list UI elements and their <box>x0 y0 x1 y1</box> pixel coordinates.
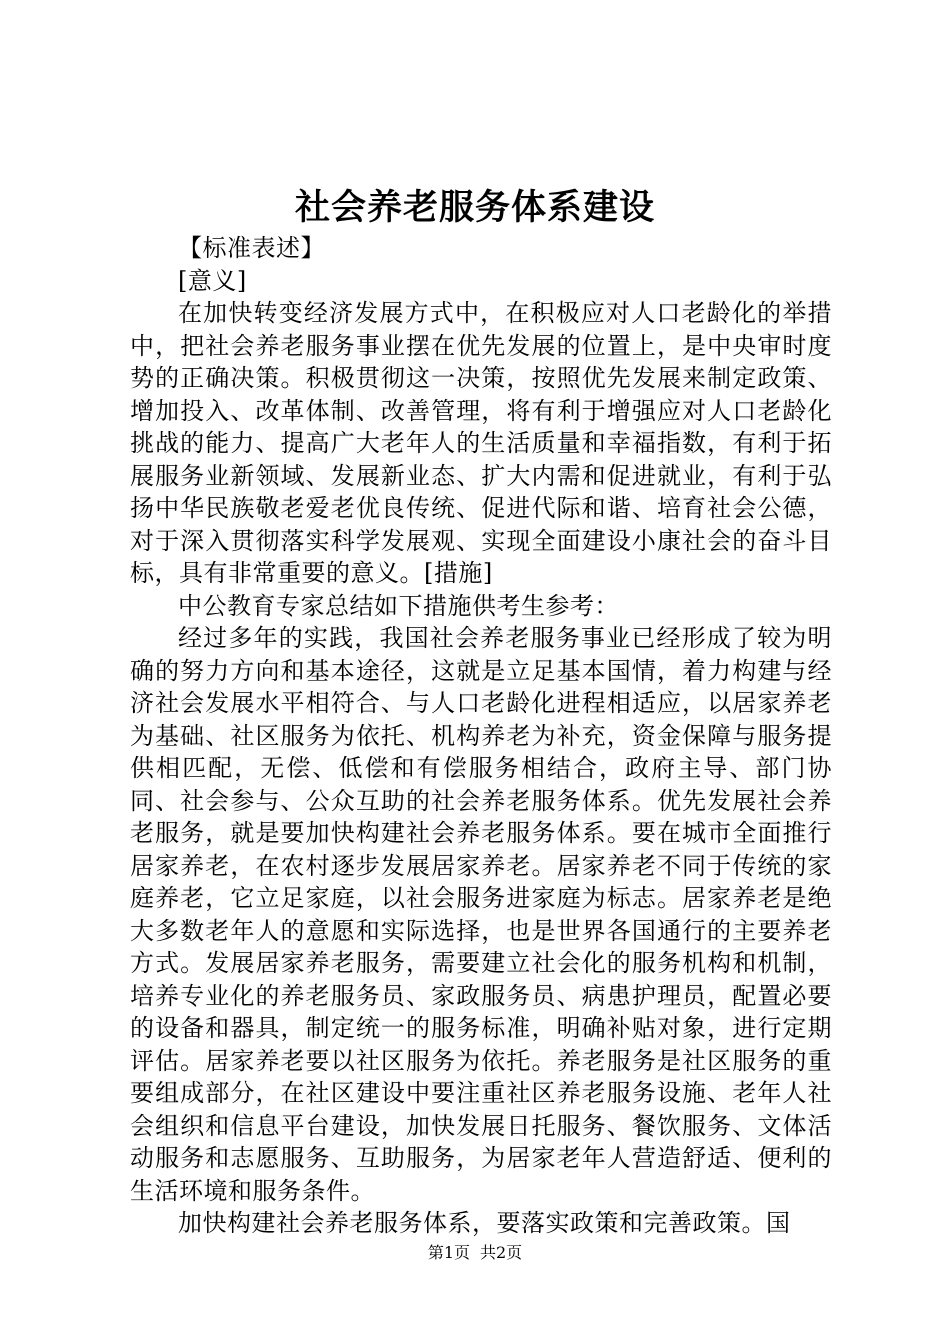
paragraph: 在加快转变经济发展方式中，在积极应对人口老龄化的举措中，把社会养老服务事业摆在优先发展的位置上，是中央审时度势的正确决策。积极贯彻这一决策，按照优先发展来制定政策、增加投入、改革体制、改善管理，将有利于增强应对人口老龄化挑战的能力、提高广大老年人的生活质量和幸福指数，有利于拓展服务业新领域、发展新业态、扩大内需和促进就业，有利于弘扬中华民族敬老爱老优良传统、促进代际和谐、培育社会公德，对于深入贯彻落实科学发展观、实现全面建设小康社会的奋斗目标，具有非常重要的意义。[措施] <box>130 299 832 587</box>
paragraph: 中公教育专家总结如下措施供考生参考： <box>178 591 619 620</box>
section-label: 【标准表述】 <box>178 234 325 262</box>
page-number: 第1页 <box>427 1243 470 1262</box>
page-total: 共2页 <box>480 1243 523 1262</box>
paragraph: 加快构建社会养老服务体系，要落实政策和完善政策。国 <box>178 1209 791 1237</box>
document-title: 社会养老服务体系建设 <box>294 188 655 228</box>
subsection-label: [意义] <box>178 266 247 295</box>
page-footer <box>0 1243 950 1263</box>
document-body <box>130 232 832 1240</box>
paragraph: 经过多年的实践，我国社会养老服务事业已经形成了较为明确的努力方向和基本途径，这就是立足基本国情，着力构建与经济社会发展水平相符合、与人口老龄化进程相适应，以居家养老为基础、社区服务为依托、机构养老为补充，资金保障与服务提供相匹配，无偿、低偿和有偿服务相结合，政府主导、部门协同、社会参与、公众互助的社会养老服务体系。优先发展社会养老服务，就是要加快构建社会养老服务体系。要在城市全面推行居家养老，在农村逐步发展居家养老。居家养老不同于传统的家庭养老，它立足家庭，以社会服务进家庭为标志。居家养老是绝大多数老年人的意愿和实际选择，也是世界各国通行的主要养老方式。发展居家养老服务，需要建立社会化的服务机构和机制，培养专业化的养老服务员、家政服务员、病患护理员，配置必要的设备和器具，制定统一的服务标准，明确补贴对象，进行定期评估。居家养老要以社区服务为依托。养老服务是社区服务的重要组成部分，在社区建设中要注重社区养老服务设施、老年人社会组织和信息平台建设，加快发展日托服务、餐饮服务、文体活动服务和志愿服务、互助服务，为居家老年人营造舒适、便利的生活环境和服务条件。 <box>130 624 832 1205</box>
